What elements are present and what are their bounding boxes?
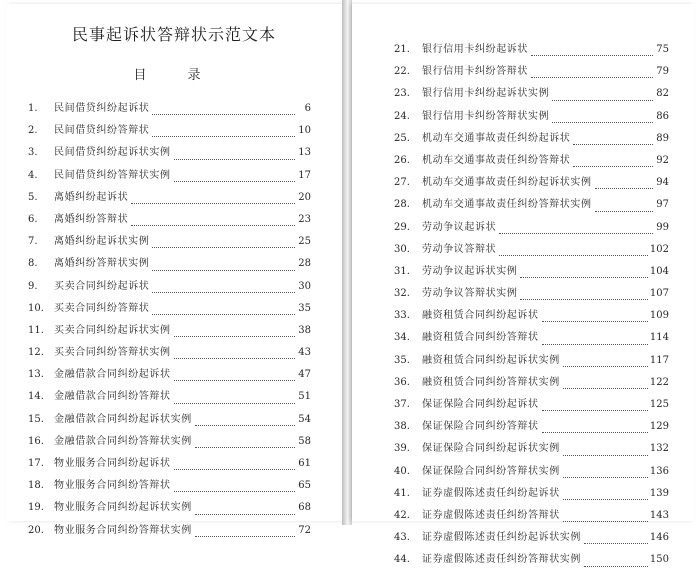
- toc-entry-page: 125: [649, 399, 669, 410]
- toc-dot-leader: [152, 135, 295, 137]
- toc-dot-leader: [152, 291, 295, 293]
- toc-entry-number: 16.: [28, 435, 44, 447]
- toc-heading: 目 录: [133, 68, 215, 83]
- toc-entry[interactable]: [28, 277, 311, 299]
- toc-entry[interactable]: [28, 387, 311, 409]
- toc-entry-page: 86: [656, 110, 669, 122]
- toc-entry[interactable]: [394, 351, 669, 373]
- toc-entry-page: 99: [656, 221, 669, 233]
- toc-entry-page: 51: [298, 391, 311, 403]
- toc-dot-leader: [531, 54, 653, 56]
- toc-entry-title: 买卖合同纠纷起诉状实例: [54, 324, 171, 336]
- toc-entry[interactable]: [28, 521, 311, 543]
- toc-entry-page: 23: [298, 213, 311, 225]
- toc-entry-number: 41.: [394, 487, 410, 499]
- toc-entry-page: 20: [298, 191, 311, 203]
- toc-entry-title: 金融借款合同纠纷答辩状实例: [54, 435, 192, 447]
- toc-entry-number: 29.: [394, 221, 410, 233]
- toc-entry-title: 民间借贷纠纷起诉状实例: [54, 147, 171, 159]
- toc-entry-page: 132: [649, 443, 669, 455]
- toc-entry-number: 20.: [28, 524, 44, 536]
- toc-entry-title: 银行信用卡纠纷答辩状实例: [422, 110, 550, 122]
- toc-entry[interactable]: [28, 143, 311, 165]
- toc-entry[interactable]: [394, 417, 669, 439]
- toc-entry[interactable]: [394, 528, 669, 550]
- toc-entry-title: 融资租赁合同纠纷答辩状: [422, 332, 539, 344]
- toc-entry-number: 42.: [394, 509, 410, 521]
- toc-entry[interactable]: [28, 254, 311, 276]
- toc-entry-title: 民间借贷纠纷答辩状实例: [54, 169, 171, 181]
- toc-entry-title: 离婚纠纷起诉状实例: [54, 236, 150, 248]
- toc-entry[interactable]: [28, 321, 311, 343]
- toc-entry-page: 43: [298, 347, 311, 359]
- toc-entry[interactable]: [394, 107, 669, 129]
- toc-dot-leader: [552, 121, 653, 123]
- toc-entry-number: 15.: [28, 413, 44, 425]
- toc-entry-page: 122: [649, 376, 669, 388]
- toc-entry-number: 6.: [28, 213, 38, 225]
- toc-entry-page: 54: [298, 413, 311, 425]
- toc-entry-title: 民间借贷纠纷起诉状: [54, 103, 150, 114]
- toc-entry-page: 79: [656, 66, 669, 78]
- toc-entry[interactable]: [28, 365, 311, 387]
- toc-dot-leader: [195, 513, 295, 515]
- toc-entry-title: 保证保险合同纠纷起诉状: [422, 399, 539, 410]
- toc-entry-page: 28: [298, 258, 311, 270]
- toc-dot-leader: [152, 313, 295, 315]
- toc-entry-page: 129: [649, 421, 669, 433]
- toc-entry[interactable]: [394, 84, 669, 106]
- toc-list-left: [28, 99, 311, 543]
- toc-entry[interactable]: [394, 373, 669, 395]
- toc-entry-title: 买卖合同纠纷答辩状: [54, 302, 150, 314]
- toc-entry-page: 68: [298, 502, 311, 514]
- toc-entry-page: 25: [298, 236, 311, 248]
- toc-dot-leader: [174, 335, 295, 337]
- toc-entry-number: 14.: [28, 391, 44, 403]
- toc-dot-leader: [152, 269, 295, 271]
- toc-entry-page: 139: [649, 487, 669, 499]
- toc-entry-title: 物业服务合同纠纷起诉状实例: [54, 502, 192, 514]
- toc-entry-page: 72: [298, 524, 311, 536]
- toc-entry-title: 劳动争议答辩状: [422, 243, 497, 255]
- toc-entry-title: 证券虚假陈述责任纠纷答辩状: [422, 509, 560, 521]
- toc-entry-title: 机动车交通事故责任纠纷答辩状: [422, 154, 571, 166]
- toc-entry-title: 金融借款合同纠纷起诉状: [54, 369, 171, 381]
- toc-entry-page: 104: [649, 265, 669, 277]
- toc-dot-leader: [595, 187, 653, 189]
- toc-dot-leader: [174, 357, 295, 359]
- toc-dot-leader: [531, 76, 653, 78]
- toc-entry-page: 61: [298, 458, 311, 469]
- toc-entry-number: 12.: [28, 347, 44, 359]
- toc-entry-page: 102: [649, 243, 669, 255]
- toc-dot-leader: [584, 542, 648, 544]
- toc-list-right: [394, 40, 669, 573]
- toc-entry-number: 43.: [394, 532, 410, 544]
- toc-entry-page: 143: [649, 509, 669, 521]
- toc-entry-number: 31.: [394, 265, 410, 277]
- toc-entry-title: 物业服务合同纠纷起诉状: [54, 458, 171, 469]
- toc-entry-page: 38: [298, 324, 311, 336]
- toc-entry-title: 保证保险合同纠纷起诉状实例: [422, 443, 560, 455]
- toc-entry-page: 114: [649, 332, 669, 344]
- toc-entry-number: 32.: [394, 288, 410, 300]
- toc-entry-page: 89: [656, 132, 669, 144]
- toc-entry[interactable]: [394, 151, 669, 173]
- toc-entry[interactable]: [394, 395, 669, 417]
- toc-entry-title: 金融借款合同纠纷答辩状: [54, 391, 171, 403]
- toc-entry-number: 24.: [394, 110, 410, 122]
- toc-entry-number: 37.: [394, 399, 410, 410]
- toc-entry-title: 证券虚假陈述责任纠纷答辩状实例: [422, 554, 581, 566]
- toc-entry-page: 97: [656, 199, 669, 211]
- toc-entry-title: 机动车交通事故责任纠纷起诉状实例: [422, 177, 592, 189]
- toc-entry-title: 劳动争议起诉状: [422, 221, 497, 233]
- document-title: 民事起诉状答辩状示范文本: [71, 25, 276, 44]
- toc-entry-number: 44.: [394, 554, 410, 566]
- toc-entry-number: 10.: [28, 302, 44, 314]
- toc-entry-number: 11.: [28, 324, 44, 336]
- toc-dot-leader: [195, 446, 295, 448]
- toc-entry-page: 117: [649, 354, 669, 366]
- toc-entry-page: 146: [649, 532, 669, 544]
- toc-entry[interactable]: [28, 188, 311, 210]
- toc-dot-leader: [563, 365, 648, 367]
- toc-entry[interactable]: [28, 432, 311, 454]
- toc-entry-title: 融资租赁合同纠纷起诉状: [422, 310, 539, 322]
- toc-dot-leader: [563, 454, 648, 456]
- toc-dot-leader: [542, 431, 648, 433]
- toc-dot-leader: [174, 490, 295, 492]
- toc-entry-page: 13: [298, 147, 311, 159]
- toc-entry-page: 109: [649, 310, 669, 322]
- toc-entry-page: 30: [298, 280, 311, 292]
- toc-entry-number: 21.: [394, 44, 410, 55]
- toc-entry[interactable]: [394, 129, 669, 151]
- toc-entry-number: 18.: [28, 480, 44, 492]
- toc-dot-leader: [542, 320, 648, 322]
- toc-entry[interactable]: [28, 99, 311, 121]
- toc-entry-number: 5.: [28, 191, 38, 203]
- toc-entry[interactable]: [394, 484, 669, 506]
- toc-entry-number: 33.: [394, 310, 410, 322]
- toc-dot-leader: [131, 202, 295, 204]
- toc-entry-title: 离婚纠纷答辩状实例: [54, 258, 150, 270]
- toc-entry-page: 65: [298, 480, 311, 492]
- toc-entry-number: 26.: [394, 154, 410, 166]
- toc-dot-leader: [174, 180, 295, 182]
- toc-entry-number: 36.: [394, 376, 410, 388]
- book-spine: [342, 0, 352, 525]
- toc-entry-number: 8.: [28, 258, 38, 270]
- toc-entry-title: 融资租赁合同纠纷答辩状实例: [422, 376, 560, 388]
- toc-entry[interactable]: [394, 240, 669, 262]
- toc-entry-number: 7.: [28, 236, 38, 248]
- toc-dot-leader: [595, 210, 653, 212]
- toc-entry[interactable]: [394, 306, 669, 328]
- toc-dot-leader: [195, 535, 295, 537]
- toc-entry[interactable]: [28, 232, 311, 254]
- toc-entry-page: 150: [649, 554, 669, 566]
- toc-entry[interactable]: [394, 262, 669, 284]
- toc-entry-title: 金融借款合同纠纷起诉状实例: [54, 413, 192, 425]
- toc-entry-title: 民间借贷纠纷答辩状: [54, 125, 150, 137]
- toc-entry[interactable]: [28, 454, 311, 476]
- toc-entry-page: 107: [649, 288, 669, 300]
- toc-dot-leader: [174, 402, 295, 404]
- toc-entry-number: 1.: [28, 103, 38, 114]
- toc-entry-number: 40.: [394, 465, 410, 477]
- toc-dot-leader: [152, 246, 295, 248]
- toc-entry-page: 6: [304, 103, 311, 114]
- toc-entry[interactable]: [28, 476, 311, 498]
- toc-entry[interactable]: [28, 210, 311, 232]
- toc-entry-title: 离婚纠纷答辩状: [54, 213, 129, 225]
- toc-dot-leader: [552, 99, 653, 101]
- toc-dot-leader: [195, 424, 295, 426]
- toc-dot-leader: [563, 498, 648, 500]
- toc-entry[interactable]: [394, 195, 669, 217]
- toc-entry[interactable]: [394, 462, 669, 484]
- toc-entry[interactable]: [394, 550, 669, 572]
- toc-dot-leader: [563, 387, 648, 389]
- toc-dot-leader: [542, 343, 648, 345]
- toc-entry-number: 34.: [394, 332, 410, 344]
- toc-entry-page: 58: [298, 435, 311, 447]
- toc-entry-number: 9.: [28, 280, 38, 292]
- toc-dot-leader: [573, 165, 653, 167]
- toc-entry-title: 机动车交通事故责任纠纷起诉状: [422, 132, 571, 144]
- toc-dot-leader: [131, 224, 295, 226]
- toc-entry-number: 30.: [394, 243, 410, 255]
- toc-dot-leader: [174, 468, 295, 470]
- toc-entry-page: 82: [656, 88, 669, 100]
- toc-dot-leader: [542, 409, 648, 411]
- toc-dot-leader: [520, 276, 648, 278]
- toc-entry-number: 27.: [394, 177, 410, 189]
- toc-entry-title: 银行信用卡纠纷起诉状: [422, 44, 528, 55]
- toc-entry-title: 劳动争议起诉状实例: [422, 265, 518, 277]
- left-page: [6, 4, 342, 536]
- toc-entry-title: 劳动争议答辩状实例: [422, 288, 518, 300]
- toc-entry[interactable]: [28, 121, 311, 143]
- toc-dot-leader: [174, 379, 295, 381]
- toc-entry[interactable]: [28, 343, 311, 365]
- toc-entry-title: 银行信用卡纠纷答辩状: [422, 66, 528, 78]
- toc-entry-title: 物业服务合同纠纷答辩状: [54, 480, 171, 492]
- toc-entry[interactable]: [28, 410, 311, 432]
- toc-entry-number: 22.: [394, 66, 410, 78]
- toc-entry-title: 买卖合同纠纷起诉状: [54, 280, 150, 292]
- toc-entry[interactable]: [394, 284, 669, 306]
- toc-entry[interactable]: [28, 299, 311, 321]
- toc-entry-title: 银行信用卡纠纷起诉状实例: [422, 88, 550, 100]
- toc-entry-page: 47: [298, 369, 311, 381]
- toc-dot-leader: [174, 158, 295, 160]
- toc-entry-number: 39.: [394, 443, 410, 455]
- toc-entry-title: 保证保险合同纠纷答辩状: [422, 421, 539, 433]
- toc-entry-number: 35.: [394, 354, 410, 366]
- toc-entry-number: 28.: [394, 199, 410, 211]
- toc-dot-leader: [499, 232, 653, 234]
- toc-entry-title: 证券虚假陈述责任纠纷起诉状实例: [422, 532, 581, 544]
- toc-entry-page: 136: [649, 465, 669, 477]
- toc-dot-leader: [152, 113, 295, 115]
- toc-dot-leader: [520, 298, 648, 300]
- toc-entry[interactable]: [394, 218, 669, 240]
- toc-entry[interactable]: [394, 40, 669, 62]
- toc-entry-title: 物业服务合同纠纷答辩状实例: [54, 524, 192, 536]
- toc-entry-title: 离婚纠纷起诉状: [54, 191, 129, 203]
- toc-entry-title: 融资租赁合同纠纷起诉状实例: [422, 354, 560, 366]
- toc-entry-page: 17: [298, 169, 311, 181]
- toc-entry-number: 13.: [28, 369, 44, 381]
- toc-entry-page: 94: [656, 177, 669, 189]
- toc-entry-page: 75: [656, 44, 669, 55]
- toc-entry-number: 2.: [28, 125, 38, 137]
- toc-entry[interactable]: [394, 173, 669, 195]
- toc-entry-number: 23.: [394, 88, 410, 100]
- toc-entry-number: 4.: [28, 169, 38, 181]
- toc-entry-number: 3.: [28, 147, 38, 159]
- toc-entry-title: 保证保险合同纠纷答辩状实例: [422, 465, 560, 477]
- toc-entry-title: 证券虚假陈述责任纠纷起诉状: [422, 487, 560, 499]
- toc-entry[interactable]: [394, 62, 669, 84]
- toc-dot-leader: [573, 143, 653, 145]
- toc-dot-leader: [563, 476, 648, 478]
- toc-dot-leader: [584, 565, 648, 567]
- toc-entry-page: 10: [298, 125, 311, 137]
- toc-entry-page: 92: [656, 154, 669, 166]
- toc-entry[interactable]: [28, 166, 311, 188]
- toc-entry-number: 19.: [28, 502, 44, 514]
- toc-entry[interactable]: [394, 328, 669, 350]
- toc-entry-number: 25.: [394, 132, 410, 144]
- toc-entry[interactable]: [394, 439, 669, 461]
- toc-dot-leader: [499, 254, 648, 256]
- toc-entry[interactable]: [28, 498, 311, 520]
- toc-entry-page: 35: [298, 302, 311, 314]
- right-page: [352, 4, 694, 566]
- toc-entry-title: 机动车交通事故责任纠纷答辩状实例: [422, 199, 592, 211]
- toc-entry-title: 买卖合同纠纷答辩状实例: [54, 347, 171, 359]
- toc-entry-number: 17.: [28, 458, 44, 469]
- toc-entry-number: 38.: [394, 421, 410, 433]
- toc-dot-leader: [563, 520, 648, 522]
